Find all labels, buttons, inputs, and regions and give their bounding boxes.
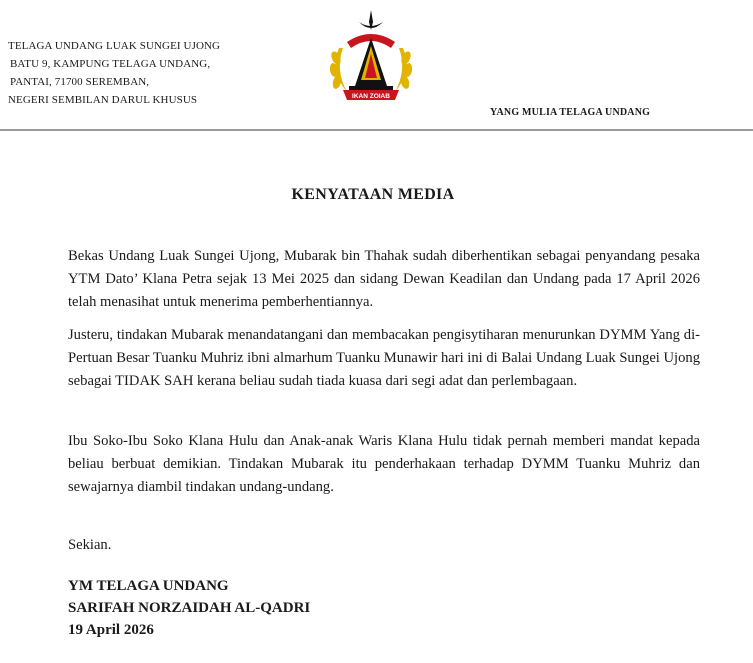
address-line-2: BATU 9, KAMPUNG TELAGA UNDANG, [10, 58, 211, 70]
emblem-ribbon-text: IKAN ZOIAB [352, 93, 390, 100]
paragraph-3: Ibu Soko-Ibu Soko Klana Hulu dan Anak-anak Waris Klana Hulu tidak pernah memberi mandat kepada beliau berbuat demikian. Tindakan Mubarak itu penderhakaan terhadap DYMM Tuanku Muhriz dan sewajarnya diambil tindakan undang-undang. [68, 433, 700, 495]
header-divider [0, 129, 753, 131]
address-line-4: NEGERI SEMBILAN DARUL KHUSUS [8, 94, 198, 106]
paragraph-1: Bekas Undang Luak Sungei Ujong, Mubarak bin Thahak sudah diberhentikan sebagai penyandang pesaka YTM Dato’ Klana Petra sejak 13 Mei 2025 dan sidang Dewan Keadilan dan Undang pada 17 April 2026 telah menasihat untuk menerima pemberhentiannya. [68, 248, 700, 310]
address-block [8, 37, 220, 109]
signature-position: YM TELAGA UNDANG [68, 578, 229, 594]
signature-name: SARIFAH NORZAIDAH AL-QADRI [68, 600, 311, 616]
document-title: KENYATAAN MEDIA [291, 186, 455, 203]
crest-icon [325, 8, 417, 106]
closing-text: Sekian. [68, 537, 112, 553]
address-line-3: PANTAI, 71700 SEREMBAN, [10, 76, 150, 88]
office-label: YANG MULIA TELAGA UNDANG [490, 107, 651, 118]
paragraph-2: Justeru, tindakan Mubarak menandatangani dan membacakan pengisytiharan menurunkan DYMM Yang di-Pertuan Besar Tuanku Muhriz ibni almarhum Tuanku Munawir hari ini di Balai Undang Luak Sungei Ujong sebagai TIDAK SAH kerana beliau sudah tiada kuasa dari segi adat dan perlembagaan. [68, 327, 700, 389]
signature-date: 19 April 2026 [68, 622, 154, 638]
address-line-1: TELAGA UNDANG LUAK SUNGEI UJONG [8, 40, 221, 52]
